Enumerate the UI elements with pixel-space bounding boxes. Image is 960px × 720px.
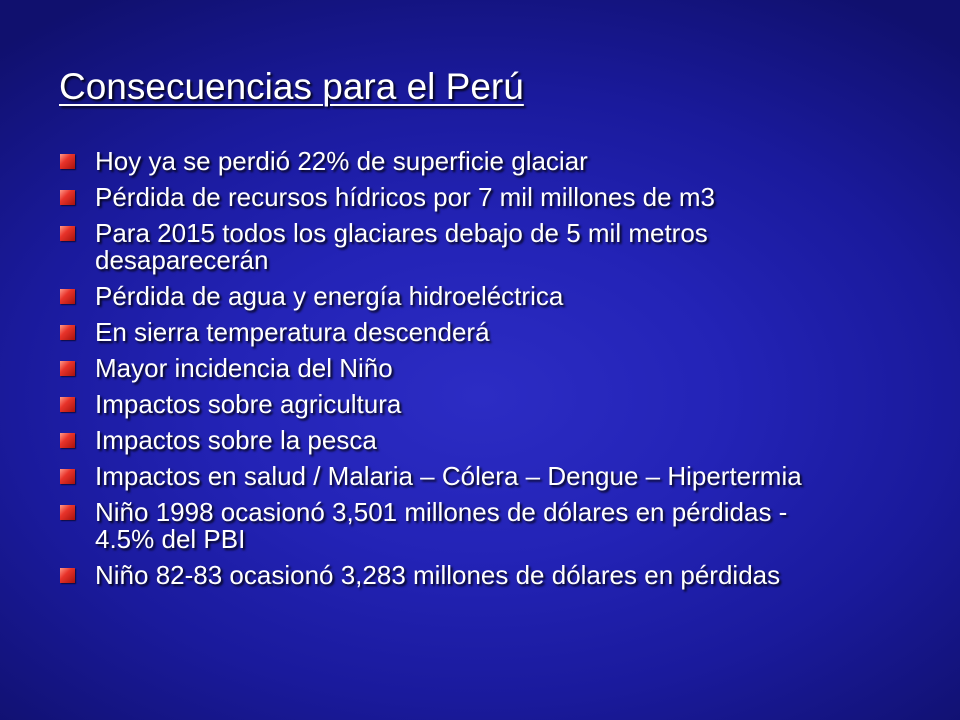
bullet-text: Impactos sobre la pesca — [95, 425, 377, 455]
square-bullet-icon — [60, 397, 75, 412]
square-bullet-icon — [60, 190, 75, 205]
bullet-item — [60, 355, 850, 382]
square-bullet-icon — [60, 325, 75, 340]
square-bullet-icon — [60, 361, 75, 376]
bullet-text: Niño 82-83 ocasionó 3,283 millones de dólares en pérdidas — [95, 560, 781, 590]
bullet-text: Pérdida de recursos hídricos por 7 mil millones de m3 — [95, 182, 715, 212]
square-bullet-icon — [60, 505, 75, 520]
bullet-item — [60, 463, 850, 490]
bullet-item — [60, 427, 850, 454]
square-bullet-icon — [60, 154, 75, 169]
bullet-text: Impactos en salud / Malaria – Cólera – Dengue – Hipertermia — [95, 461, 802, 491]
bullet-item — [60, 220, 850, 274]
square-bullet-icon — [60, 226, 75, 241]
bullet-item — [60, 319, 850, 346]
bullet-item — [60, 148, 850, 175]
bullet-text: Mayor incidencia del Niño — [95, 353, 393, 383]
square-bullet-icon — [60, 568, 75, 583]
square-bullet-icon — [60, 469, 75, 484]
bullet-text: En sierra temperatura descenderá — [95, 317, 490, 347]
bullet-item — [60, 283, 850, 310]
bullet-item — [60, 562, 850, 589]
slide-title: Consecuencias para el Perú — [59, 66, 524, 107]
bullet-text: Pérdida de agua y energía hidroeléctrica — [95, 281, 564, 311]
bullet-text: Para 2015 todos los glaciares debajo de 5 mil metros desaparecerán — [95, 218, 708, 275]
bullet-text: Hoy ya se perdió 22% de superficie glaciar — [95, 146, 588, 176]
square-bullet-icon — [60, 433, 75, 448]
bullet-text: Impactos sobre agricultura — [95, 389, 402, 419]
bullet-item — [60, 391, 850, 418]
bullet-list — [60, 148, 850, 598]
square-bullet-icon — [60, 289, 75, 304]
bullet-text: Niño 1998 ocasionó 3,501 millones de dólares en pérdidas - 4.5% del PBI — [95, 497, 788, 554]
bullet-item — [60, 184, 850, 211]
bullet-item — [60, 499, 850, 553]
